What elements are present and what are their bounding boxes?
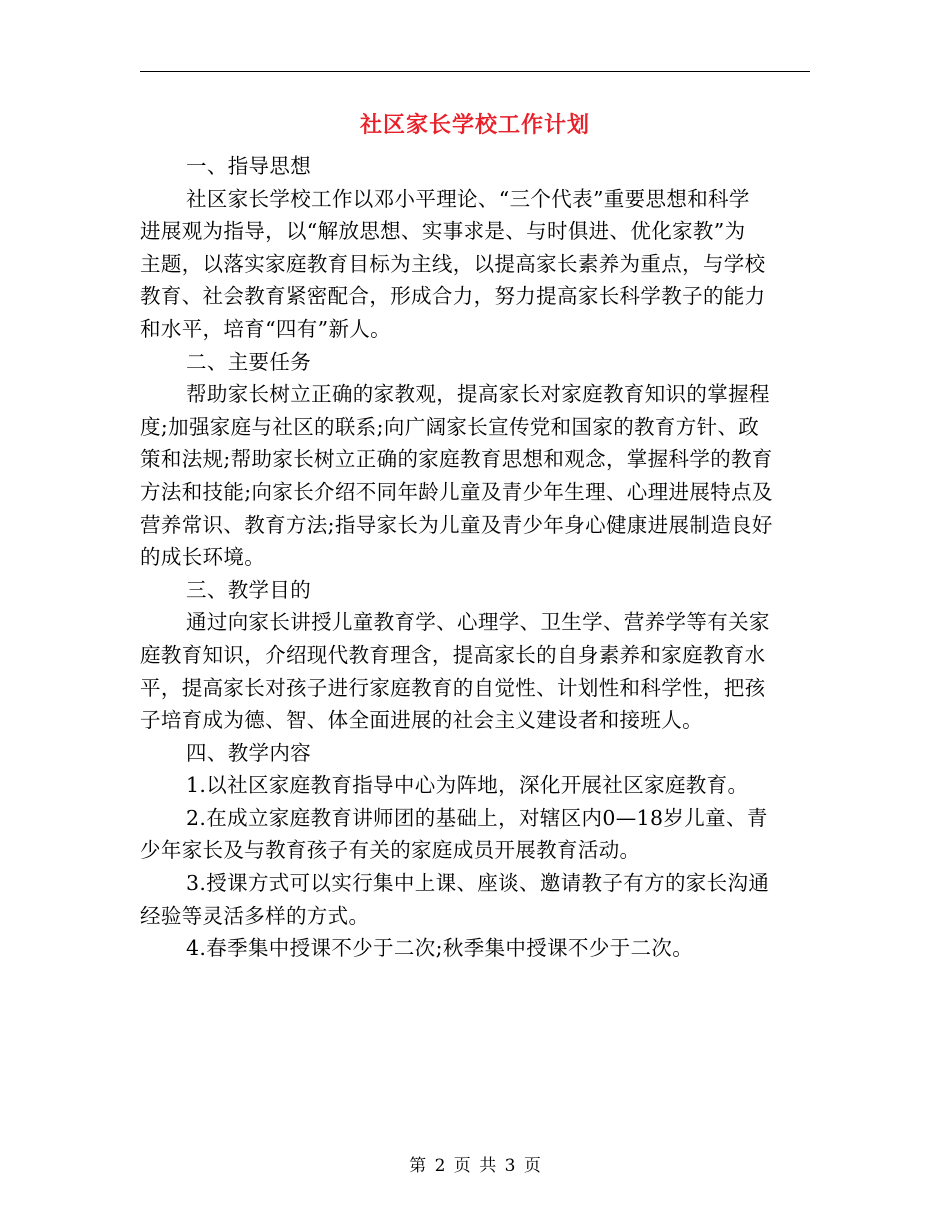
paragraph-line: 通过向家长讲授儿童教育学、心理学、卫生学、营养学等有关家 — [186, 610, 770, 635]
paragraph-line: 帮助家长树立正确的家教观，提高家长对家庭教育知识的掌握程 — [186, 382, 770, 407]
paragraph-line: 进展观为指导，以“解放思想、实事求是、与时俱进、优化家教”为 — [140, 219, 746, 244]
section-heading-teaching-purpose: 三、教学目的 — [186, 577, 312, 602]
list-item-continuation: 少年家长及与教育孩子有关的家庭成员开展教育活动。 — [140, 838, 641, 863]
paragraph-line: 和水平，培育“四有”新人。 — [140, 316, 392, 341]
document-body — [140, 150, 810, 965]
paragraph-line: 子培育成为德、智、体全面进展的社会主义建设者和接班人。 — [140, 708, 703, 733]
list-item: 2.在成立家庭教育讲师团的基础上，对辖区内0—18岁儿童、青 — [186, 805, 768, 830]
paragraph-line: 主题，以落实家庭教育目标为主线，以提高家长素养为重点，与学校 — [140, 251, 766, 276]
paragraph-line: 的成长环境。 — [140, 545, 266, 570]
paragraph-line: 社区家长学校工作以邓小平理论、“三个代表”重要思想和科学 — [186, 186, 750, 211]
list-item-continuation: 经验等灵活多样的方式。 — [140, 903, 370, 928]
section-heading-guiding-ideology: 一、指导思想 — [186, 154, 312, 178]
paragraph-line: 平，提高家长对孩子进行家庭教育的自觉性、计划性和科学性，把孩 — [140, 675, 766, 700]
paragraph-line: 教育、社会教育紧密配合，形成合力，努力提高家长科学教子的能力 — [140, 284, 766, 309]
list-item: 3.授课方式可以实行集中上课、座谈、邀请教子有方的家长沟通 — [186, 871, 770, 896]
document-title: 社区家长学校工作计划 — [359, 112, 590, 138]
page-footer: 第 2 页 共 3 页 — [409, 1156, 541, 1176]
paragraph-line: 策和法规;帮助家长树立正确的家庭教育思想和观念，掌握科学的教育 — [140, 447, 773, 472]
paragraph-line: 庭教育知识，介绍现代教育理含，提高家长的自身素养和家庭教育水 — [140, 642, 766, 667]
list-item: 1.以社区家庭教育指导中心为阵地，深化开展社区家庭教育。 — [186, 773, 749, 798]
paragraph-line: 方法和技能;向家长介绍不同年龄儿童及青少年生理、心理进展特点及 — [140, 479, 773, 504]
section-heading-teaching-content: 四、教学内容 — [186, 740, 312, 765]
section-heading-main-tasks: 二、主要任务 — [186, 349, 312, 374]
header-rule — [140, 71, 810, 72]
paragraph-line: 营养常识、教育方法;指导家长为儿童及青少年身心健康进展制造良好 — [140, 512, 773, 537]
list-item: 4.春季集中授课不少于二次;秋季集中授课不少于二次。 — [186, 936, 694, 961]
paragraph-line: 度;加强家庭与社区的联系;向广阔家长宣传党和国家的教育方针、政 — [140, 414, 760, 439]
